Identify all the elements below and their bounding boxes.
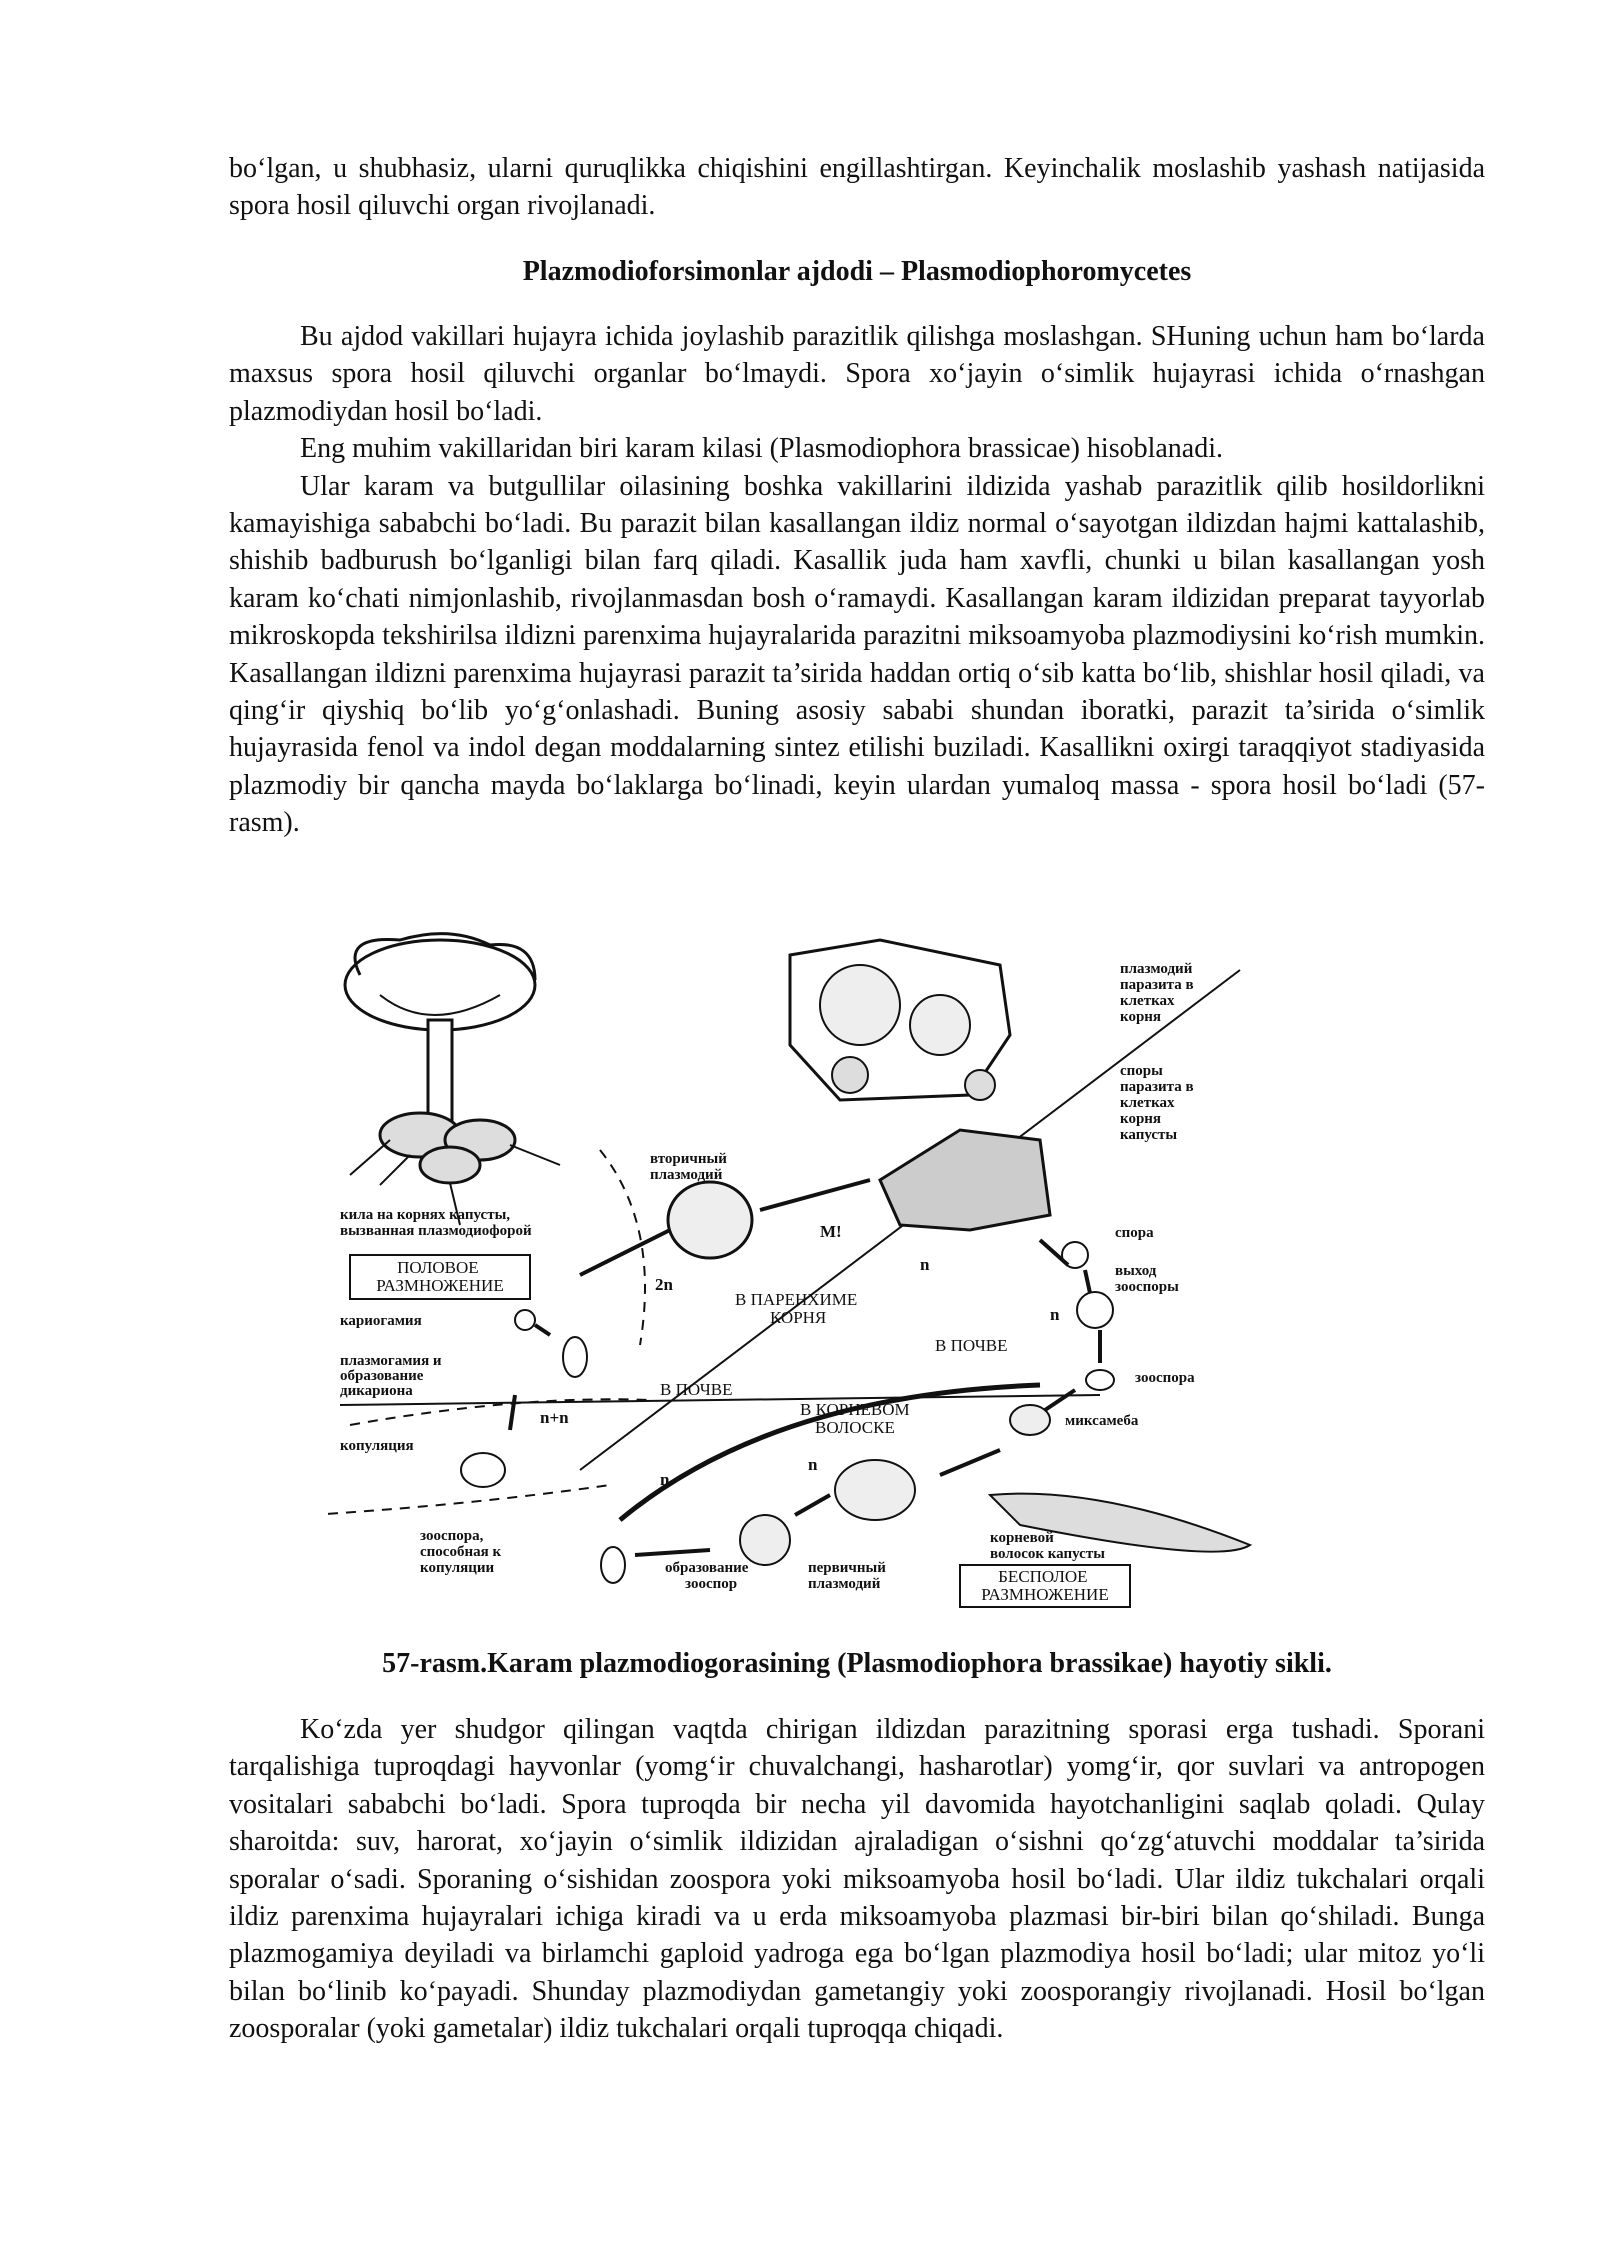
label-myxamoeba: миксамеба [1065,1413,1139,1429]
label-zoospore-copulation: зооспора, способная к копуляции [420,1528,502,1576]
label-secondary-plasmodium: вторичный плазмодий [650,1151,727,1183]
dikaryon-illustration [563,1337,587,1377]
zoospore-illustration [1086,1370,1114,1390]
figure-caption: 57-rasm.Karam plazmodiogorasining (Plasmodiophora brassikae) hayotiy sikli. [382,1648,1332,1679]
label-copulation: копуляция [340,1438,414,1454]
root-cells-illustration [790,940,1010,1100]
label-karyogamy: кариогамия [340,1313,422,1329]
karyogamy-illustration [515,1310,535,1330]
label-sexual-reproduction: ПОЛОВОЕ РАЗМНОЖЕНИЕ [376,1258,504,1295]
label-primary-plasmodium: первичный плазмодий [808,1560,886,1592]
label-ploidy-2n: 2n [655,1275,673,1294]
label-zoospore-formation: образование зооспор [665,1560,749,1592]
body-text [229,318,1485,842]
intro-text [229,150,1485,225]
label-ploidy-n: n [920,1255,930,1274]
cabbage-plant-illustration [345,934,560,1225]
label-in-soil-right: В ПОЧВЕ [935,1336,1008,1355]
life-cycle-figure [320,925,1320,1615]
label-in-root-parenchyma: В ПАРЕНХИМЕ КОРНЯ [735,1290,858,1327]
body-text-bottom [229,1711,1485,2048]
label-clubroot: кила на корнях капусты, вызванная плазмодиофорой [340,1207,532,1239]
label-zoospore-exit: выход зооспоры [1115,1263,1179,1295]
label-spore: спора [1115,1225,1154,1241]
label-asexual-reproduction: БЕСПОЛОЕ РАЗМНОЖЕНИЕ [981,1567,1109,1604]
label-ploidy-n: n [808,1455,818,1474]
secondary-plasmodium-illustration [668,1182,752,1258]
copulating-zoospore-illustration [601,1547,625,1583]
zoospore-formation-illustration [740,1515,790,1565]
label-zoospore: зооспора [1135,1370,1195,1386]
zoospore-exit-illustration [1077,1292,1113,1328]
label-ploidy-n: n [660,1470,670,1489]
paragraph: bo‘lgan, u shubhasiz, ularni quruqlikka chiqishini engillashtirgan. Keyinchalik moslashib yashash natijasida spora hosil qiluvchi organ rivojlanadi. [229,153,1485,222]
label-plasmodium-root-cells: плазмодий паразита в клетках корня [1120,961,1194,1025]
label-in-soil-left: В ПОЧВЕ [660,1380,733,1399]
paragraph: Eng muhim vakillaridan biri karam kilasi (Plasmodiophora brassicae) hisoblanadi. [300,433,1224,465]
paragraph: Ko‘zda yer shudgor qilingan vaqtda chirigan ildizdan parazitning sporasi erga tushadi. Sporani tarqalishiga tuproqdagi hayvonlar (yomg‘ir chuvalchangi, hasharotlar) yomg‘ir, qor suvlari va antropogen vositalari sababchi bo‘ladi. Spora tuproqda bir necha yil davomida hayotchanligini saqlab qoladi. Qulay sharoitda: suv, harorat, xo‘jayin o‘simlik ildizidan ajraladigan o‘sishni qo‘zg‘atuvchi moddalar ta’sirida sporalar o‘sadi. Sporaning o‘sishidan zoospora yoki miksoamyoba hosil bo‘ladi. Ular ildiz tukchalari orqali ildiz parenxima hujayralari ichiga kiradi va u erda miksoamyoba plazmasi bir-biri bilan qo‘shiladi. Bunga plazmogamiya deyiladi va birlamchi gaploid yadroga ega bo‘lgan plazmodiya hosil bo‘ladi; ular mitoz yo‘li bilan bo‘linib ko‘payadi. Shunday plazmodiydan gametangiy yoki zoosporangiy rivojlanadi. Hosil bo‘lgan zoosporalar (yoki gametalar) ildiz tukchalari orqali tuproqqa chiqadi. [229,1714,1485,2045]
label-ploidy-n-plus-n: n+n [540,1408,569,1427]
label-ploidy-n: n [1050,1305,1060,1324]
label-spores-in-cells: споры паразита в клетках корня капусты [1120,1063,1194,1143]
myxamoeba-illustration [1010,1405,1050,1435]
section-title: Plazmodioforsimonlar ajdodi – Plasmodiophoromycetes [522,256,1192,287]
label-root-hair: корневой волосок капусты [990,1530,1105,1562]
copulation-illustration [461,1453,505,1487]
label-in-root-hair: В КОРНЕВОМ ВОЛОСКЕ [800,1400,910,1437]
paragraph: Ular karam va butgullilar oilasining boshka vakillarini ildizida yashab parazitlik qilib hosildorlikni kamayishiga sababchi bo‘ladi. Bu parazit bilan kasallangan ildiz normal o‘sayotgan ildizdan hajmi kattalashib, shishib badburush bo‘lganligi bilan farq qiladi. Kasallik juda ham xavfli, chunki u bilan kasallangan yosh karam ko‘chati nimjonlashib, rivojlanmasdan bosh o‘ramaydi. Kasallangan karam ildizidan preparat tayyorlab mikroskopda tekshirilsa ildizni parenxima hujayralarida parazitni miksoamyoba plazmodiysini ko‘rish mumkin. Kasallangan ildizni parenxima hujayrasi parazit ta’sirida haddan ortiq o‘sib katta bo‘lib, shishlar hosil qiladi, va qing‘ir qiyshiq bo‘lib yo‘g‘onlashadi. Buning asosiy sababi shundan iboratki, parazit ta’sirida o‘simlik hujayrasida fenol va indol degan moddalarning sintez etilishi buziladi. Kasallikni oxirgi taraqqiyot stadiyasida plazmodiy bir qancha mayda bo‘laklarga bo‘linadi, keyin ulardan yumaloq massa - spora hosil bo‘ladi (57-rasm). [229,470,1485,839]
paragraph: Bu ajdod vakillari hujayra ichida joylashib parazitlik qilishga moslashgan. SHuning uchun ham bo‘larda maxsus spora hosil qiluvchi organlar bo‘lmaydi. Spora xo‘jayin o‘simlik hujayrasi ichida o‘rnashgan plazmodiydan hosil bo‘ladi. [229,321,1485,427]
spore-mass-illustration [880,1130,1050,1230]
primary-plasmodium-illustration [835,1460,915,1520]
label-meiosis: M! [820,1222,842,1241]
dashed-boundary [320,1485,610,1515]
label-plasmogamy: плазмогамия и образование дикариона [340,1353,442,1399]
